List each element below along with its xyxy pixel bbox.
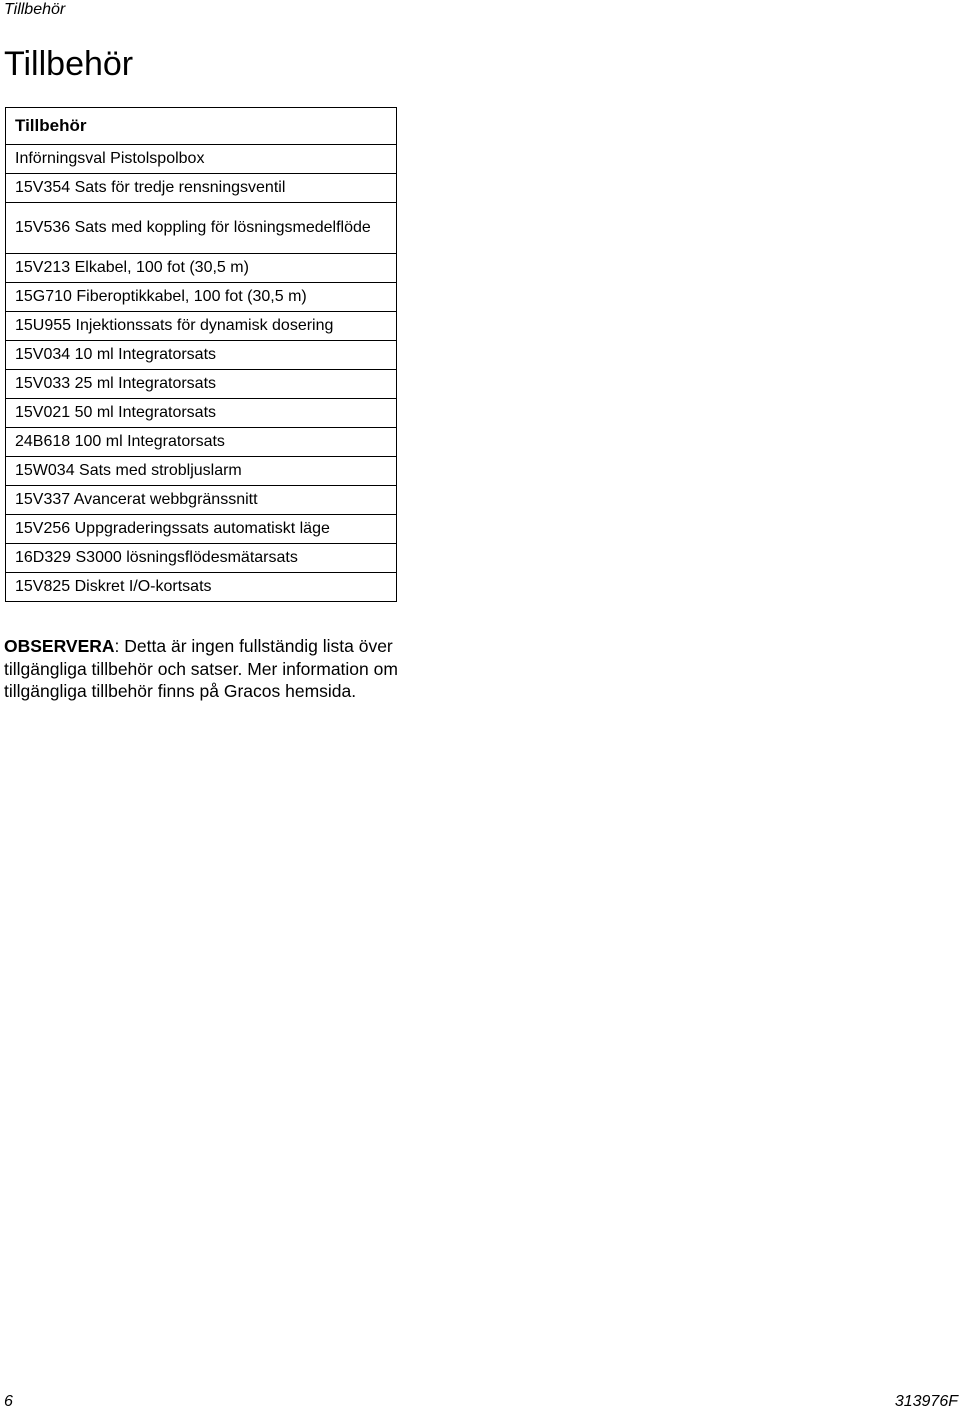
- table-cell: Införningsval Pistolspolbox: [6, 145, 397, 174]
- table-cell: 15G710 Fiberoptikkabel, 100 fot (30,5 m): [6, 283, 397, 312]
- table-row: [6, 399, 397, 428]
- table-cell: 15V034 10 ml Integratorsats: [6, 341, 397, 370]
- table-row: [6, 283, 397, 312]
- table-row: [6, 457, 397, 486]
- table-cell: 15V536 Sats med koppling för lösningsmedelflöde: [6, 203, 397, 254]
- table-row: [6, 312, 397, 341]
- table-row: [6, 573, 397, 602]
- running-header: Tillbehör: [4, 1, 66, 18]
- table-row: [6, 254, 397, 283]
- table-row: [6, 174, 397, 203]
- table-cell: 15V021 50 ml Integratorsats: [6, 399, 397, 428]
- table-row: [6, 515, 397, 544]
- accessories-table: [5, 107, 397, 602]
- table-row: [6, 145, 397, 174]
- table-cell: 15V354 Sats för tredje rensningsventil: [6, 174, 397, 203]
- table-cell: 15U955 Injektionssats för dynamisk dosering: [6, 312, 397, 341]
- table-cell: 24B618 100 ml Integratorsats: [6, 428, 397, 457]
- table-row: [6, 428, 397, 457]
- table-cell: 15W034 Sats med strobljuslarm: [6, 457, 397, 486]
- table-row: [6, 203, 397, 254]
- table-cell: 15V213 Elkabel, 100 fot (30,5 m): [6, 254, 397, 283]
- table-cell: 15V337 Avancerat webbgränssnitt: [6, 486, 397, 515]
- table-row: [6, 544, 397, 573]
- document-number: 313976F: [894, 1393, 958, 1410]
- table-cell: 15V256 Uppgraderingssats automatiskt läge: [6, 515, 397, 544]
- note-label: OBSERVERA: [4, 636, 115, 656]
- table-cell: 15V825 Diskret I/O-kortsats: [6, 573, 397, 602]
- table-header-row: [6, 108, 397, 145]
- table-cell: 16D329 S3000 lösningsflödesmätarsats: [6, 544, 397, 573]
- table-row: [6, 486, 397, 515]
- table-row: [6, 370, 397, 399]
- table-header: Tillbehör: [6, 108, 397, 145]
- page-title: Tillbehör: [4, 45, 134, 83]
- table-row: [6, 341, 397, 370]
- page-number: 6: [4, 1393, 13, 1410]
- note-paragraph: [4, 635, 444, 703]
- table-cell: 15V033 25 ml Integratorsats: [6, 370, 397, 399]
- note-text: : Detta är ingen fullständig lista över tillgängliga tillbehör och satser. Mer information om tillgängliga tillbehör finns på Gracos hemsida.: [4, 636, 398, 701]
